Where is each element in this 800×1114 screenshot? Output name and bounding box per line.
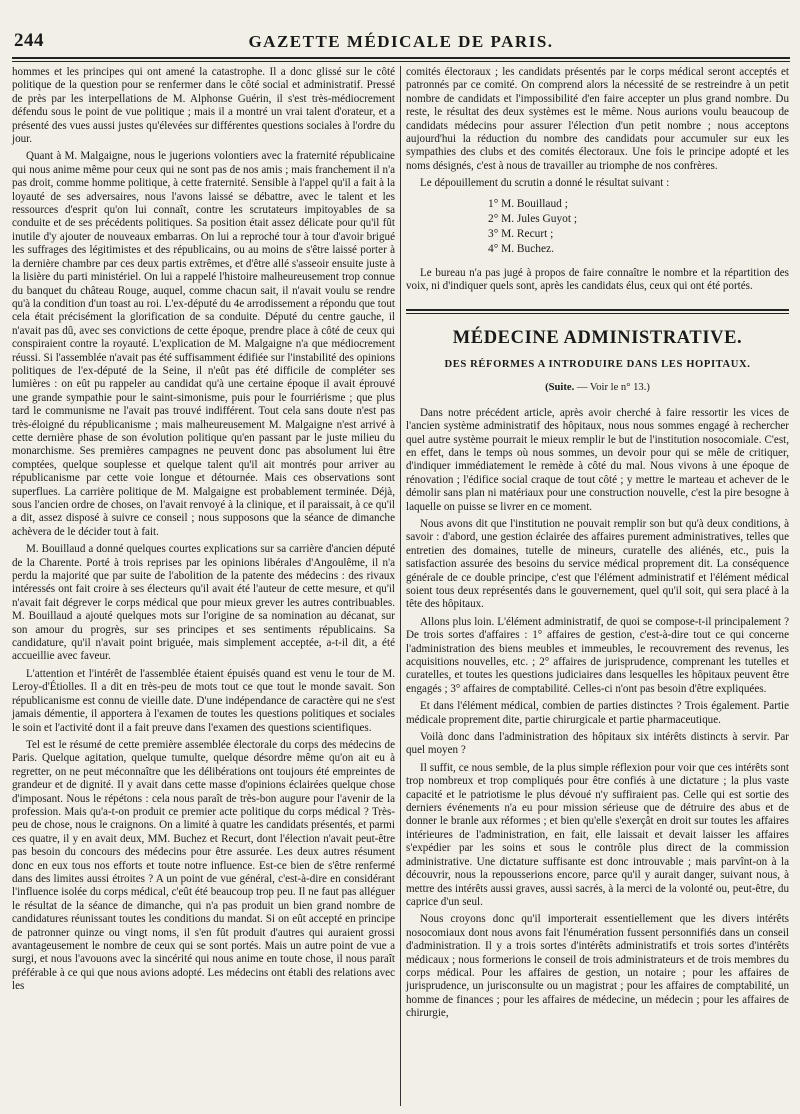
result-item: 2° M. Jules Guyot ;: [488, 212, 578, 225]
section-note: [406, 381, 789, 394]
paragraph: Il suffit, ce nous semble, de la plus simple réflexion pour voir que ces intérêts sont trop nombreux et trop compliqués pour être confiés à une dictature ; la plus vaste capacité et le patriotisme le plus dévoué n'y suffiraient pas. Celle qui est sortie des derniers événements n'a eu pour mission sérieuse que de détruire des abus et de donner le branle aux réformes ; et bien qu'elle s'exerçât en droit sur toutes les affaires intérieures de l'administration, en fait, elle laissait et devait laisser les affaires s'expédier par les soins et sous le contrôle plus direct de la commission administrative. Une dictature suffisante est donc introuvable ; mais parvînt-on à la découvrir, nous la repousserions encore, parce qu'il y aurait danger, suivant nous, à mettre des intérêts aussi graves, aussi sacrés, à la merci de la volonté ou, peut-être, du caprice d'un seul.: [406, 761, 789, 908]
section-rule: [406, 309, 789, 311]
paragraph: L'attention et l'intérêt de l'assemblée étaient épuisés quand est venu le tour de M. Leroy-d'Étiolles. Il a dit en très-peu de mots tout ce que tout le monde savait. Son républicanisme est connu de vieille date. D'une indépendance de caractère qui ne s'est jamais démentie, il apportera à l'examen de toutes les questions politiques et sociales le soin et l'activité dont il a fait preuve dans l'examen des questions scientifiques.: [12, 667, 395, 734]
column-divider: [400, 66, 401, 1106]
section-subtitle: DES RÉFORMES A INTRODUIRE DANS LES HOPITAUX.: [444, 358, 751, 370]
paragraph: M. Bouillaud a donné quelques courtes explications sur sa carrière d'ancien député de la Charente. Porté à trois reprises par les opinions libérales d'Angoulême, il n'a perdu la majorité que par suite de l'abolition de la patente des médecins : des rivaux intéressés ont fait croire à ses électeurs qu'il avait été l'auteur de cette mesure, et qu'il n'avait fait dégrever le corps médical que pour mieux grever les autres contribuables. M. Bouillaud a ajouté quelques mots sur l'origine de sa nomination au décanat, sur son amour du progrès, sur ses principes et ses sentiments républicains. Sa candidature, qu'il n'avait point briguée, mais simplement acceptée, a-t-il dit, a été accueillie avec faveur.: [12, 543, 395, 663]
paragraph: Le bureau n'a pas jugé à propos de faire connaître le nombre et la répartition des voix, ni d'indiquer quels sont, après les candidats élus, ceux qui ont été portés.: [406, 266, 789, 293]
paragraph: Quant à M. Malgaigne, nous le jugerions volontiers avec la fraternité républicaine qui nous anime même pour ceux qui ne sont pas de nos amis ; mais franchement il n'a pas droit, comme homme politique, à cette fraternité. Sensible à l'appel qu'il a fait à la loyauté de ses adversaires, nous l'avons laissé se débattre, avec le talent et les ressources d'esprit qu'on lui connaît, contre les scrutateurs impitoyables de sa conduite et de ses précédents politiques. Sa position était assez délicate pour qu'il fût inutile d'y ajouter de nouveaux embarras. On lui a reproché tour à tour d'avoir brigué les suffrages des légitimistes et des républicains, ou au moins de s'être laissé porter à la dernière chambre par ces deux partis extrêmes, et d'être allé s'asseoir ensuite juste à la lisière du parti ministériel. On lui a rappelé l'histoire malheureusement trop connue du banquet du château Rouge, auquel, comme chacun sait, il n'avait voulu se rendre qu'à la condition d'un toast au roi. L'ex-député du 4e arrodissement a répondu que tout cela était précisément la glorification de sa conduite. Député du centre gauche, il n'avait pas dû, avec ses convictions de cette époque, prendre place à côté de ceux qui conspiraient contre la royauté. L'explication de M. Malgaigne n'a que médiocrement réussi. Si l'assemblée n'avait pas été suffisamment édifiée sur l'instabilité des opinions politiques de l'ex-député de la Seine, il n'eût pas été difficile de compléter ses lumières : on eût pu rappeler au candidat qu'à une certaine époque il avait éprouvé une grande sympathie pour le saint-simonisme, puis pour le fourriérisme ; que plus tard le communisme ne l'avait pas trouvé indifférent. Tout cela sans doute n'est pas très-éloigné du républicanisme ; mais malheureusement M. Malgaigne n'est arrivé à cette dernière phase de son évolution politique qu'en passant par le juste milieu du monarchisme. Ses premières campagnes ne peuvent donc pas absolument lui être comptées, quelque souplesse et quelque talent qu'il ait montrés pour arriver au républicanisme par cette voie longue et détournée. Mais ces observations sont superflues. La carrière politique de M. Malgaigne est probablement terminée. Déjà, sous l'ancien ordre de choses, on l'avait renvoyé à la clinique, et il paraissait, à ce qu'il a dit, assez disposé à suivre ce conseil ; nous supposons que la séance de dimanche achèvera de le décider tout à fait.: [12, 150, 395, 538]
paragraph: Et dans l'élément médical, combien de parties distinctes ? Trois également. Partie médicale proprement dite, partie chirurgicale et partie pharmaceutique.: [406, 700, 789, 726]
journal-title: GAZETTE MÉDICALE DE PARIS.: [248, 32, 554, 51]
header-rule: [12, 57, 790, 59]
page-header: [12, 26, 790, 58]
newspaper-page: [12, 26, 790, 1106]
paragraph: Nous croyons donc qu'il importerait essentiellement que les divers intérêts nosocomiaux dont nous avons fait l'énumération fussent personnifiés dans un conseil d'administration. Il y a trois sortes d'intérêts administratifs et trois sortes d'intérêts médicaux ; nous formerions le conseil de trois administrateurs et de trois membres du corps médical. Pour les affaires de gestion, un notaire ; pour les affaires de jurisprudence, un jurisconsulte ou un magistrat ; pour les affaires de comptabilité, un homme de finances ; pour les affaires de médecine, un médecin ; pour les affaires de chirurgie,: [406, 913, 789, 1020]
header-rule-thin: [12, 61, 790, 62]
paragraph: Dans notre précédent article, après avoir cherché à faire ressortir les vices de l'ancien système administratif des hôpitaux, nous nous sommes engagé à rechercher quel autre système pourrait le mieux remplir le but de l'institution nosocomiale. C'est, en effet, dans le temps où nous sommes, un devoir pour qui se mêle de critiquer, d'indiquer immédiatement le remède à côté du mal. Nous vivons à une époque de rénovation ; l'édifice social craque de tout côté ; y mettre le marteau et achever de le démolir sans plan ni matériaux pour une construction nouvelle, c'est la pire besogne à laquelle on puisse se livrer en ce moment.: [406, 406, 789, 513]
paragraph: Voilà donc dans l'administration des hôpitaux six intérêts distincts à servir. Par quel moyen ?: [406, 731, 789, 757]
result-item: 4° M. Buchez.: [488, 242, 554, 255]
left-column: [12, 66, 395, 998]
paragraph: hommes et les principes qui ont amené la catastrophe. Il a donc glissé sur le côté politique de la question pour se renfermer dans le côté social et administratif. Pressé de près par les interpellations de M. Alphonse Guérin, il s'est très-médiocrement défendu sous le point de vue politique ; mais il a montré un vrai talent d'orateur, et a présenté des vues aussi justes qu'élevées sur différentes questions sociales à l'ordre du jour.: [12, 66, 395, 146]
section-rule-thin: [406, 313, 789, 314]
paragraph: Tel est le résumé de cette première assemblée électorale du corps des médecins de Paris. Quelque agitation, quelque tumulte, quelque désordre même qu'on ait eu à regretter, on ne peut méconnaître que les délibérations ont toujours été empreintes de grandeur et de dignité. Il y avait dans cette masse d'opinions éclairées quelque chose d'imposant. Nous le répétons : cela nous paraît de très-bon augure pour l'avenir de la profession. Mais qu'a-t-on produit ce premier acte politique du corps médical ? Très-peu de chose, nous le craignons. On a limité à quatre les candidats présentés, et parmi ces quatre, il y en avait deux, MM. Buchez et Recurt, dont l'élection n'avait peut-être pas besoin du concours des médecins pour être assurée. Les deux autres résument donc en eux tous nos efforts et toute notre influence. Est-ce bien de s'être renfermé dans des limites aussi étroites ? A un point de vue général, c'est-à-dire en considérant l'influence isolée du corps médical, c'eût été beaucoup trop peu. Il ne faut pas alléguer le résultat de la séance de dimanche, qui n'a pas produit un bien grand nombre de candidatures réunissant toutes les conditions du mandat. Si on eût accepté en principe de patronner quinze ou vingt noms, il s'en fût produit d'autres qui auraient grossi avantageusement le nombre de ceux qui se sont portés. Mais un autre point de vue a surgi, et nous l'avouons avec la sincérité qui nous anime en toute chose, il nous paraît préférable à ce qui que nous avions adopté. Les médecins ont établi des relations avec les: [12, 738, 395, 993]
right-column: [406, 66, 789, 1025]
election-results-list: [488, 197, 789, 257]
result-item: 3° M. Recurt ;: [488, 227, 554, 240]
result-item: 1° M. Bouillaud ;: [488, 197, 568, 210]
paragraph: Le dépouillement du scrutin a donné le résultat suivant :: [420, 177, 670, 190]
note-ref: — Voir le n° 13.): [574, 382, 650, 394]
page-number: 244: [14, 30, 44, 51]
paragraph: Nous avons dit que l'institution ne pouvait remplir son but qu'à deux conditions, à savoir : d'abord, une gestion éclairée des affaires purement administratives, telles que entretien des domaines, tutelle de mineurs, curatelle des aliénés, etc., puis la satisfaction assurée des besoins du service médical proprement dit. La conséquence générale de ce double principe, c'est que l'élément administratif et l'élément médical soient tous deux représentés dans le gouvernement, quel qu'il soit, qui sera placé à la tête des hôpitaux.: [406, 517, 789, 611]
paragraph: comités électoraux ; les candidats présentés par le corps médical seront acceptés et patronnés par ce comité. On comprend alors la nécessité de se restreindre à un petit nombre de candidats et l'impossibilité d'en faire accepter un plus grand nombre. Du reste, le résultat des deux systèmes est le même. Nous aurions voulu beaucoup de candidats médecins pour assurer l'élection d'un petit nombre ; nous acceptons aujourd'hui la réduction du nombre des candidats pour accumuler sur eux les sympathies des clubs et des comités électoraux. Une fois le principe adopté et les noms désignés, c'est à nous de travailler au triomphe de nos confrères.: [406, 66, 789, 172]
paragraph: Allons plus loin. L'élément administratif, de quoi se compose-t-il principalement ? De trois sortes d'affaires : 1° affaires de gestion, c'est-à-dire tout ce qui concerne l'administration des biens meubles et immeubles, le recouvrement des revenus, les acquisitions nouvelles, etc. ; 2° affaires de jurisprudence, comprenant les tutelles et curatelles, et toutes les questions judiciaires dans lesquelles les hôpitaux peuvent être engagés ; 3° affaires de comptabilité. Celles-ci n'ont pas besoin d'être expliquées.: [406, 615, 789, 695]
section-title: MÉDECINE ADMINISTRATIVE.: [452, 328, 743, 349]
note-suite: (Suite.: [545, 382, 575, 394]
